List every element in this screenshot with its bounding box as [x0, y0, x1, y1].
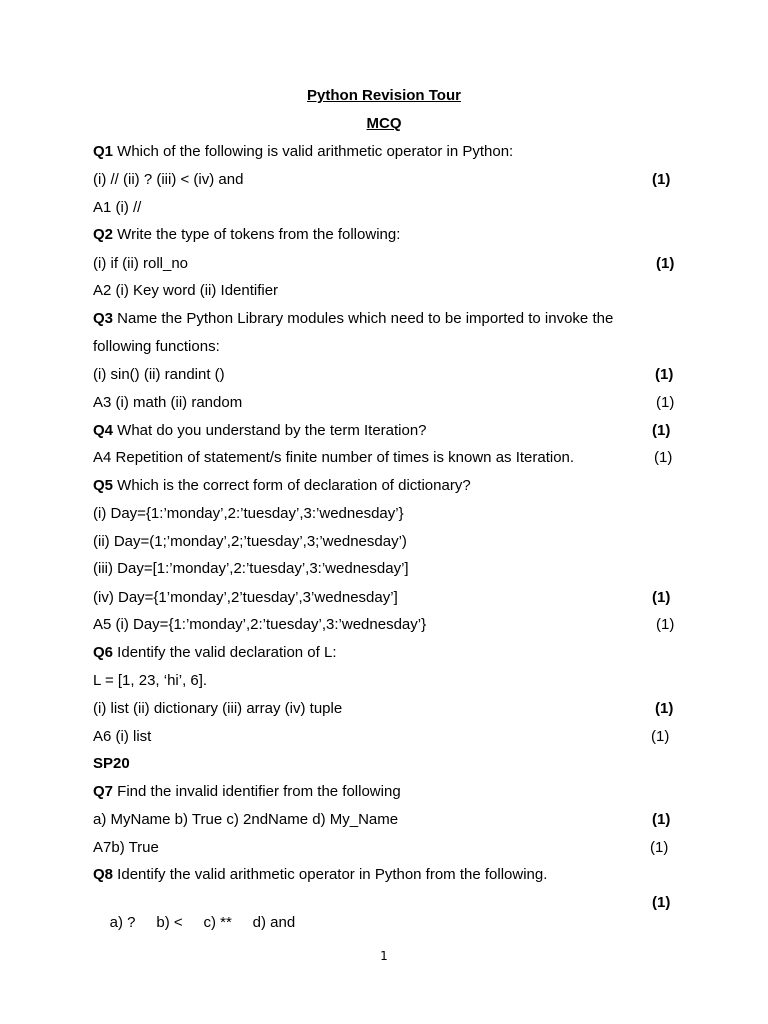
- marks: (1): [651, 728, 670, 745]
- question-2: [93, 225, 675, 245]
- list-text: L = [1, 23, ‘hi’, 6].: [93, 672, 208, 689]
- question-7-options: [93, 810, 675, 830]
- question-text: Which of the following is valid arithmetic operator in Python:: [113, 143, 514, 160]
- option-text: (i) Day={1:’monday’,2:’tuesday’,3:’wednesday’}: [93, 505, 404, 522]
- option-text: (iii) Day=[1:’monday’,2:’tuesday’,3:’wednesday’]: [93, 560, 409, 577]
- options-text: (i) // (ii) ? (iii) < (iv) and: [93, 171, 244, 188]
- question-text: Write the type of tokens from the following:: [113, 226, 401, 243]
- question-1-options: [93, 170, 675, 190]
- answer-7: [93, 838, 675, 858]
- document-title: Python Revision Tour: [307, 87, 461, 104]
- marks: (1): [652, 171, 671, 188]
- question-7: [93, 782, 675, 802]
- options-text: a) ? b) < c) ** d) and: [109, 914, 296, 931]
- page-number: 1: [380, 949, 388, 963]
- question-5-option-2: [93, 532, 675, 552]
- answer-text: A5 (i) Day={1:’monday’,2:’tuesday’,3:’wednesday’}: [93, 616, 427, 633]
- marks: (1): [656, 394, 675, 411]
- question-3-continued: [93, 337, 675, 357]
- question-number: Q2: [93, 226, 114, 243]
- answer-2: [93, 281, 675, 301]
- question-text: Which is the correct form of declaration of dictionary?: [113, 477, 471, 494]
- marks: (1): [652, 894, 671, 911]
- question-text: Identify the valid arithmetic operator in Python from the following.: [113, 866, 548, 883]
- answer-6: [93, 727, 675, 747]
- section-label-sp20: SP20: [93, 755, 130, 772]
- question-number: Q8: [93, 866, 114, 883]
- options-text: a) MyName b) True c) 2ndName d) My_Name: [93, 811, 399, 828]
- question-2-options: [93, 254, 675, 274]
- answer-5: [93, 615, 675, 635]
- options-text: (i) list (ii) dictionary (iii) array (iv) tuple: [93, 700, 343, 717]
- marks: (1): [655, 366, 674, 383]
- question-8-options: [93, 893, 675, 931]
- answer-3: [93, 393, 675, 413]
- question-8: [93, 865, 675, 885]
- options-text: (i) if (ii) roll_no: [93, 255, 189, 272]
- question-number: Q3: [93, 310, 114, 327]
- marks: (1): [652, 589, 671, 606]
- question-5: [93, 476, 675, 496]
- option-text: (iv) Day={1’monday’,2’tuesday’,3’wednesday’]: [93, 589, 398, 606]
- marks: (1): [656, 255, 675, 272]
- question-text: Find the invalid identifier from the following: [113, 783, 401, 800]
- question-number: Q6: [93, 644, 114, 661]
- answer-4: [93, 448, 675, 468]
- question-6-list: [93, 671, 675, 691]
- question-text: Identify the valid declaration of L:: [113, 644, 337, 661]
- options-text: (i) sin() (ii) randint (): [93, 366, 225, 383]
- answer-text: A3 (i) math (ii) random: [93, 394, 243, 411]
- answer-text: A7b) True: [93, 839, 159, 856]
- answer-text: A1 (i) //: [93, 199, 142, 216]
- answer-1: [93, 198, 675, 218]
- question-5-option-3: [93, 559, 675, 579]
- question-5-option-4: [93, 588, 675, 608]
- question-text: following functions:: [93, 338, 220, 355]
- question-text: Name the Python Library modules which need to be imported to invoke the: [113, 310, 614, 327]
- question-4: [93, 421, 675, 441]
- marks: (1): [654, 449, 673, 466]
- question-3-options: [93, 365, 675, 385]
- question-number: Q5: [93, 477, 114, 494]
- question-6: [93, 643, 675, 663]
- marks: (1): [652, 422, 671, 439]
- marks: (1): [652, 811, 671, 828]
- answer-text: A4 Repetition of statement/s finite number of times is known as Iteration.: [93, 449, 575, 466]
- marks: (1): [655, 700, 674, 717]
- answer-text: A6 (i) list: [93, 728, 152, 745]
- question-text: What do you understand by the term Iteration?: [113, 422, 427, 439]
- section-heading-mcq: MCQ: [366, 115, 402, 132]
- question-number: Q1: [93, 143, 114, 160]
- question-3: [93, 309, 675, 329]
- marks: (1): [650, 839, 669, 856]
- answer-text: A2 (i) Key word (ii) Identifier: [93, 282, 279, 299]
- question-5-option-1: [93, 504, 675, 524]
- question-number: Q4: [93, 422, 114, 439]
- question-6-options: [93, 699, 675, 719]
- question-1: [93, 142, 675, 162]
- question-number: Q7: [93, 783, 114, 800]
- marks: (1): [656, 616, 675, 633]
- option-text: (ii) Day=(1;’monday’,2;’tuesday’,3;’wednesday’): [93, 533, 407, 550]
